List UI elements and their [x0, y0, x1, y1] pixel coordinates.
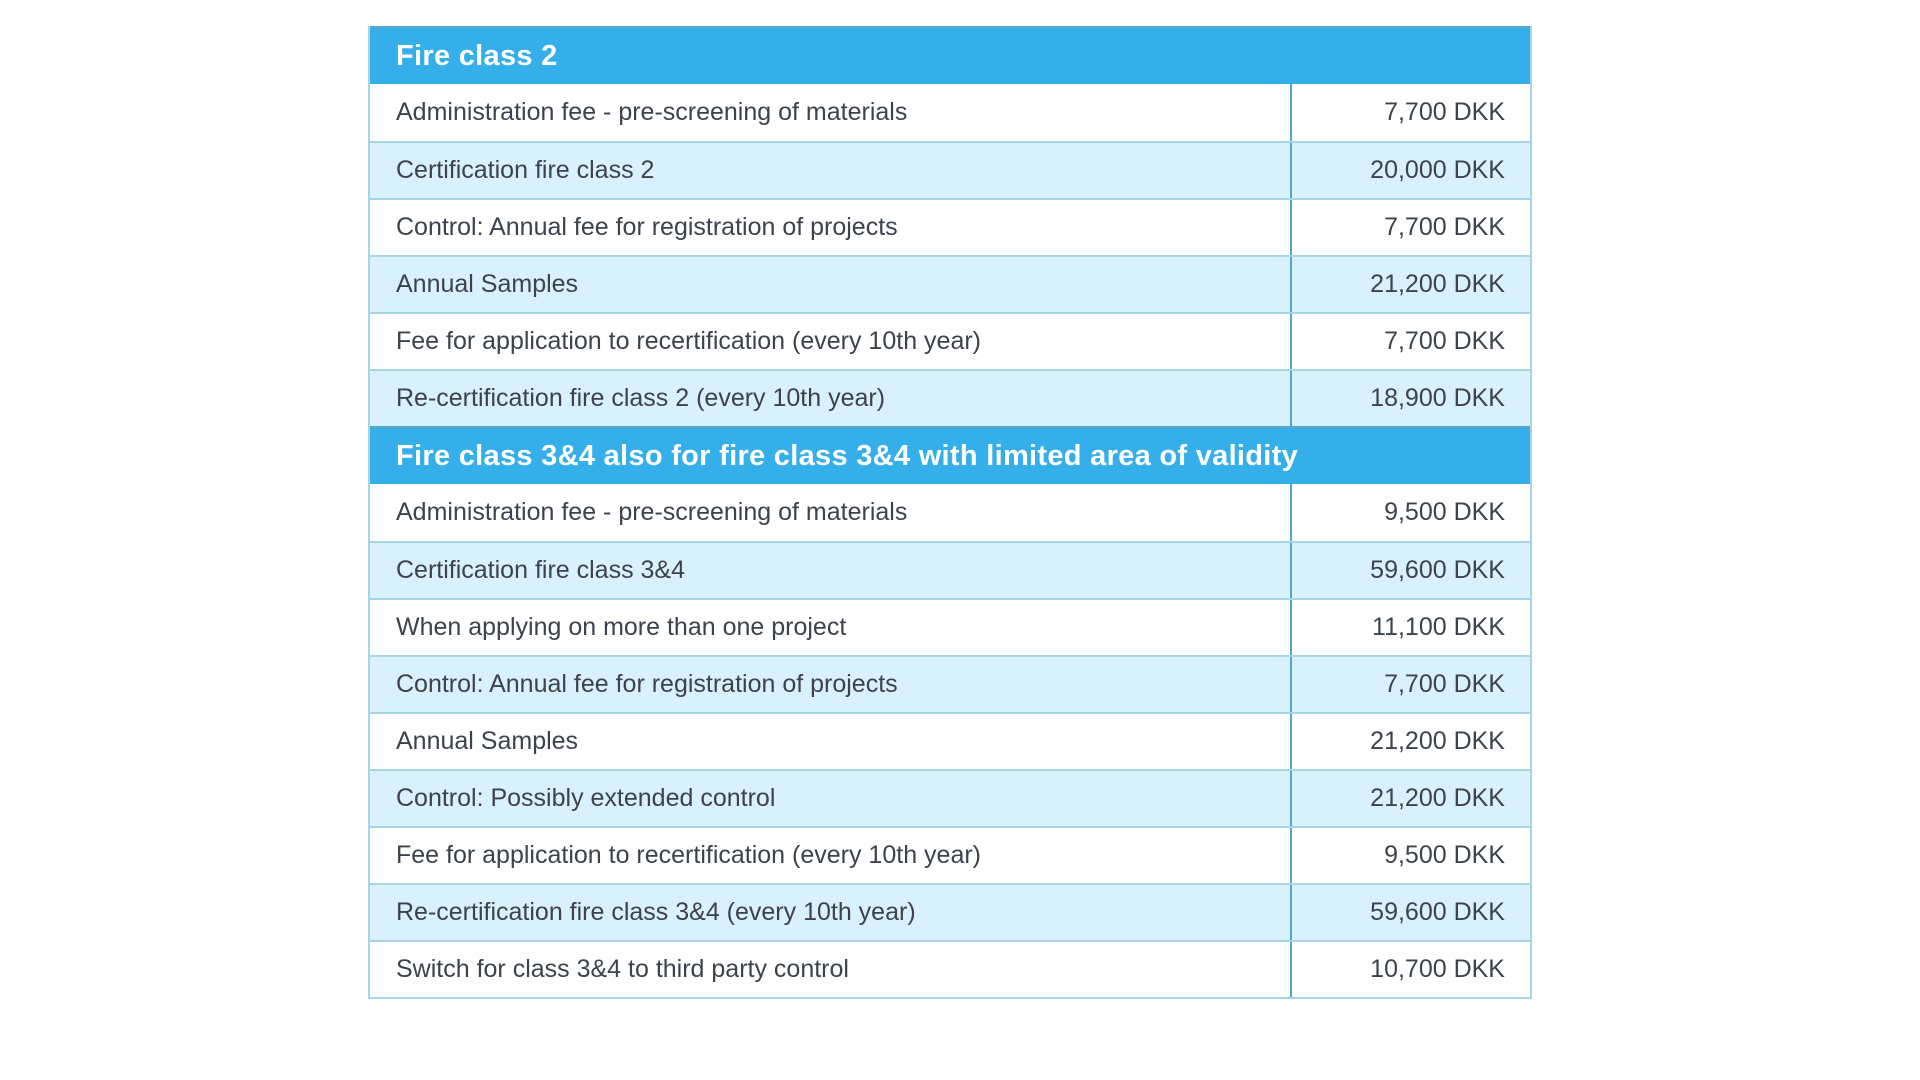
row-label-cell: Control: Annual fee for registration of projects [396, 670, 898, 698]
row-price-cell: 21,200 DKK [1290, 771, 1530, 826]
section-header-title: Fire class 3&4 also for fire class 3&4 with limited area of validity [396, 439, 1299, 472]
table-row [370, 255, 1530, 312]
table-row [370, 141, 1530, 198]
table-row [370, 883, 1530, 940]
row-price-cell: 10,700 DKK [1290, 942, 1530, 997]
row-label-cell: Administration fee - pre-screening of materials [396, 98, 908, 126]
row-price-cell: 7,700 DKK [1290, 200, 1530, 255]
row-label-cell: Certification fire class 2 [396, 156, 655, 184]
row-label-cell: Fee for application to recertification (every 10th year) [396, 841, 981, 869]
row-price-cell: 20,000 DKK [1290, 143, 1530, 198]
row-price-cell: 7,700 DKK [1290, 84, 1530, 141]
section-header-title: Fire class 2 [396, 39, 558, 72]
table-row [370, 484, 1530, 541]
row-label-cell: Annual Samples [396, 727, 579, 755]
row-price-cell: 59,600 DKK [1290, 885, 1530, 940]
table-row [370, 369, 1530, 426]
row-label-cell: Re-certification fire class 2 (every 10th year) [396, 384, 886, 412]
row-price-cell: 21,200 DKK [1290, 257, 1530, 312]
row-price-cell: 59,600 DKK [1290, 543, 1530, 598]
table-row [370, 84, 1530, 141]
row-price-cell: 7,700 DKK [1290, 314, 1530, 369]
row-price-cell: 21,200 DKK [1290, 714, 1530, 769]
row-price-cell: 7,700 DKK [1290, 657, 1530, 712]
row-label-cell: Control: Annual fee for registration of projects [396, 213, 898, 241]
section-header-row [370, 26, 1530, 84]
row-label-cell: Re-certification fire class 3&4 (every 10th year) [396, 898, 916, 926]
table-row [370, 940, 1530, 997]
table-row [370, 655, 1530, 712]
row-price-cell: 18,900 DKK [1290, 371, 1530, 426]
row-label-cell: Control: Possibly extended control [396, 784, 776, 812]
row-label-cell: Certification fire class 3&4 [396, 556, 686, 584]
row-price-cell: 11,100 DKK [1290, 600, 1530, 655]
pricing-table [368, 26, 1532, 999]
table-row [370, 769, 1530, 826]
row-price-cell: 9,500 DKK [1290, 484, 1530, 541]
table-row [370, 598, 1530, 655]
row-label-cell: Fee for application to recertification (every 10th year) [396, 327, 981, 355]
table-row [370, 312, 1530, 369]
row-label-cell: When applying on more than one project [396, 613, 847, 641]
row-label-cell: Administration fee - pre-screening of materials [396, 498, 908, 526]
table-row [370, 826, 1530, 883]
table-row [370, 198, 1530, 255]
row-price-cell: 9,500 DKK [1290, 828, 1530, 883]
row-label-cell: Switch for class 3&4 to third party control [396, 955, 849, 983]
section-header-row [370, 426, 1530, 484]
row-label-cell: Annual Samples [396, 270, 579, 298]
table-row [370, 712, 1530, 769]
table-row [370, 541, 1530, 598]
